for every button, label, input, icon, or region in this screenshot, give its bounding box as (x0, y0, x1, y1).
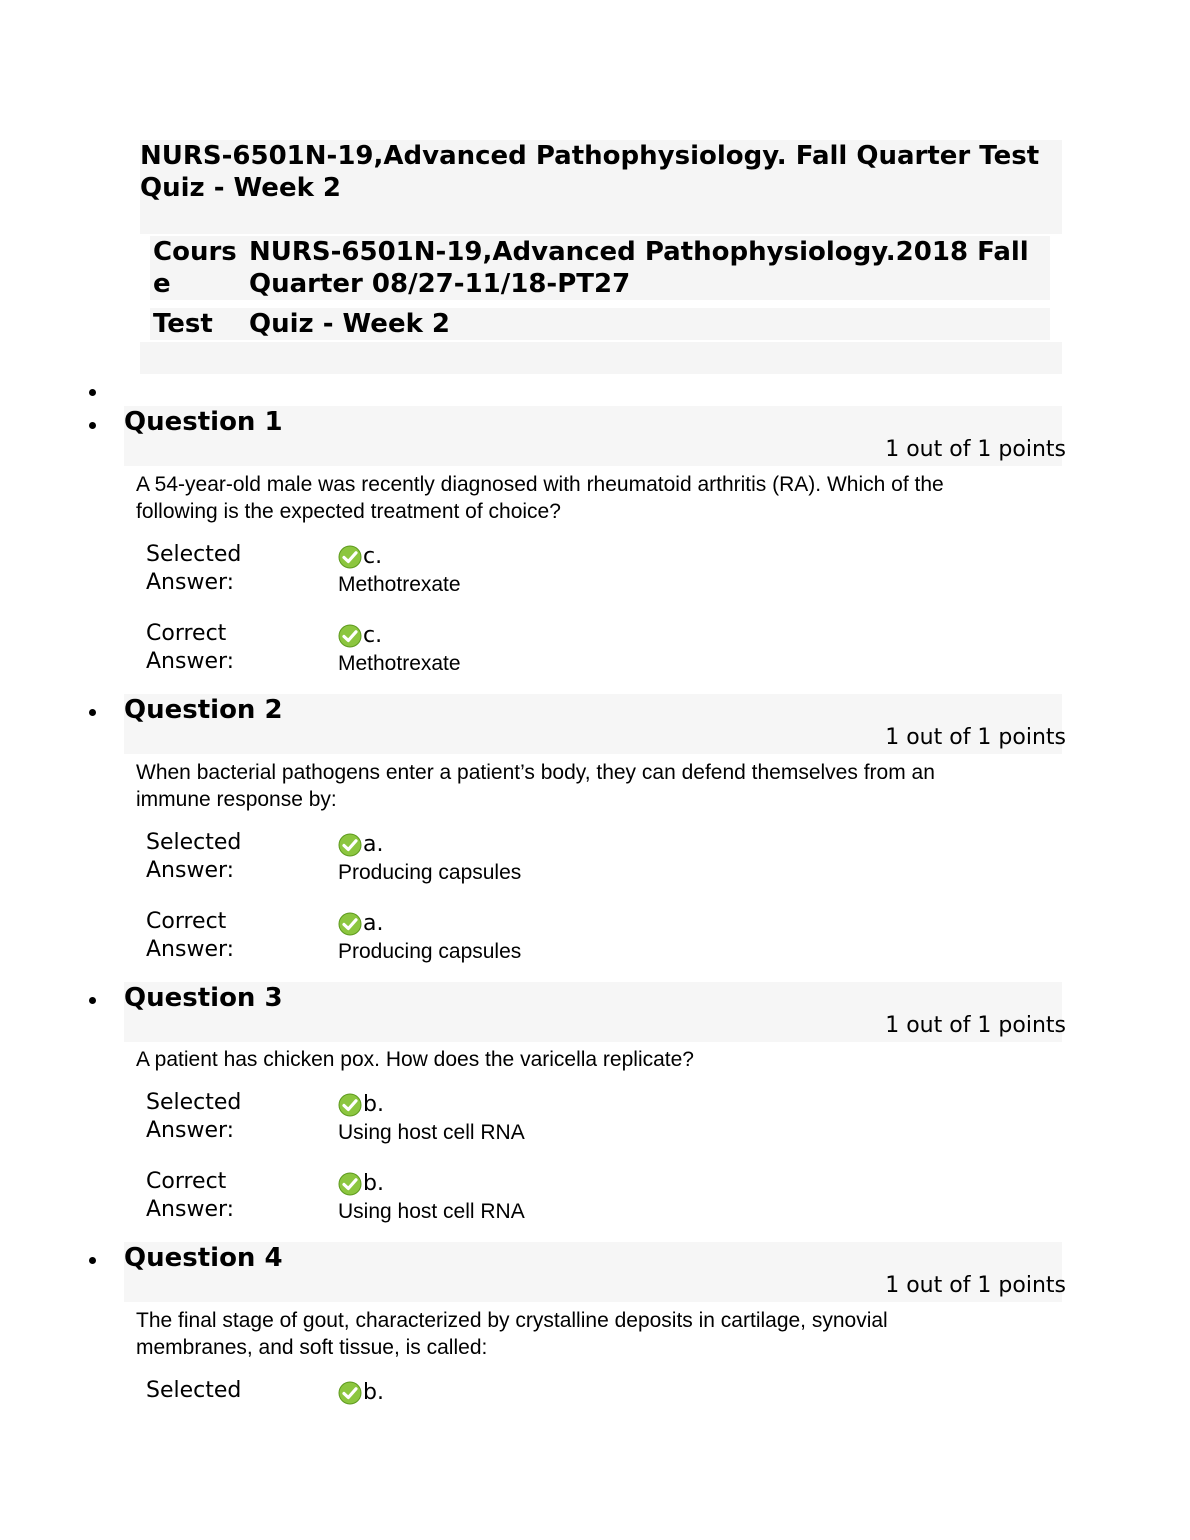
course-value: NURS-6501N-19,Advanced Pathophysiology.2018 Fall Quarter 08/27-11/18-PT27 (249, 237, 1029, 299)
question-header (124, 694, 1066, 754)
check-circle-icon (338, 912, 362, 936)
bullet (88, 709, 100, 721)
correct-answer-label: Correct Answer: (146, 909, 235, 962)
answer-letter: b. (363, 1092, 384, 1117)
check-circle-icon (338, 1172, 362, 1196)
question-header (124, 1242, 1066, 1302)
answer-text: Producing capsules (338, 940, 522, 963)
answer-letter: c. (363, 623, 383, 648)
correct-answer (338, 622, 738, 678)
selected-answer (338, 543, 738, 599)
header-tail (140, 342, 1062, 374)
question-points: 1 out of 1 points (885, 1273, 1066, 1298)
answer-text: Methotrexate (338, 652, 461, 675)
selected-answer-label: Selected Answer: (146, 1090, 242, 1143)
question-title: Question 4 (124, 1243, 283, 1273)
selected-answer (338, 1379, 738, 1407)
check-circle-icon (338, 833, 362, 857)
answer-text: Using host cell RNA (338, 1200, 525, 1223)
selected-answer (338, 831, 738, 887)
answer-letter: a. (363, 911, 384, 936)
question-points: 1 out of 1 points (885, 725, 1066, 750)
question-text: A patient has chicken pox. How does the varicella replicate? (136, 1048, 694, 1071)
answer-letter: b. (363, 1171, 384, 1196)
bullet (88, 389, 100, 401)
selected-answer-label: Selected Answer: (146, 542, 242, 595)
check-circle-icon (338, 1093, 362, 1117)
course-label: Course (153, 237, 237, 299)
correct-answer-label: Correct Answer: (146, 621, 235, 674)
question-text: When bacterial pathogens enter a patient’s body, they can defend themselves from an immune response by: (136, 761, 935, 811)
answer-letter: b. (363, 1380, 384, 1405)
question-header (124, 406, 1066, 466)
answer-text: Methotrexate (338, 573, 461, 596)
test-label: Test (153, 309, 213, 339)
check-circle-icon (338, 1381, 362, 1405)
question-title: Question 2 (124, 695, 283, 725)
selected-answer (338, 1091, 738, 1147)
bullet (88, 997, 100, 1009)
test-row (150, 308, 1050, 340)
course-row (150, 236, 1050, 300)
selected-answer-label: Selected Answer: (146, 830, 242, 883)
page-title: NURS-6501N-19,Advanced Pathophysiology. Fall Quarter Test Quiz - Week 2 (140, 141, 1040, 203)
answer-text: Using host cell RNA (338, 1121, 525, 1144)
check-circle-icon (338, 624, 362, 648)
correct-answer (338, 910, 738, 966)
check-circle-icon (338, 545, 362, 569)
question-text: A 54-year-old male was recently diagnosed with rheumatoid arthritis (RA). Which of the following is the expected treatment of choice? (136, 473, 944, 523)
selected-answer-label: Selected (146, 1378, 242, 1403)
question-title: Question 1 (124, 407, 283, 437)
question-header (124, 982, 1066, 1042)
correct-answer (338, 1170, 738, 1226)
question-text: The final stage of gout, characterized by crystalline deposits in cartilage, synovial membranes, and soft tissue, is called: (136, 1309, 888, 1359)
question-points: 1 out of 1 points (885, 437, 1066, 462)
answer-text: Producing capsules (338, 861, 522, 884)
question-title: Question 3 (124, 983, 283, 1013)
answer-letter: a. (363, 832, 384, 857)
bullet (88, 1257, 100, 1269)
answer-letter: c. (363, 544, 383, 569)
test-value: Quiz - Week 2 (249, 309, 451, 339)
bullet (88, 422, 100, 434)
question-points: 1 out of 1 points (885, 1013, 1066, 1038)
correct-answer-label: Correct Answer: (146, 1169, 235, 1222)
